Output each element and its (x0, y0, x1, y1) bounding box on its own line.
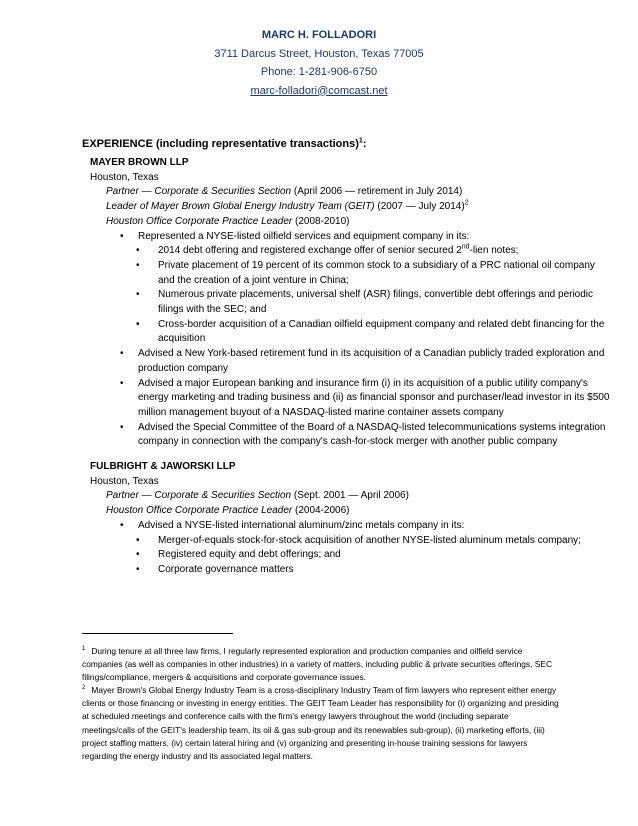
role-dates: (2004-2006) (292, 505, 350, 517)
role-title: Leader of Mayer Brown Global Energy Industry Team (GEIT) (106, 201, 375, 213)
item-text: Merger-of-equals stock-for-stock acquisition of another NYSE-listed aluminum metals company; (158, 534, 581, 546)
experience-body (90, 156, 610, 578)
item-text: Advised a major European banking and insurance firm (i) in its acquisition of a public utility company's energy marketing and trading business and (ii) as financial sponsor and purchaser/lead investor in its $500 million management buyout of a NASDAQ-listed marine container assets company (138, 377, 610, 418)
footnote-1 (82, 645, 562, 684)
ordinal-suffix: nd (461, 243, 470, 251)
bullet-icon: • (136, 549, 140, 561)
footnote-text: Mayer Brown's Global Energy Industry Team is a cross-disciplinary Industry Team of firm lawyers who represent either energy clients or those financing or investing in energy entities. The GEIT Team Leader has responsibility for (i) organizing and presiding at scheduled meetings and conference calls with the firm's energy lawyers throughout the world (including separate meetings/calls of the GEIT's leadership team, its oil & gas sub-group and its renewables sub-group), (ii) marketing efforts, (iii) project staffing matters, (iv) certain lateral hiring and (v) organizing and presenting in-house training sessions for lawyers regarding the energy industry and its associated legal matters. (82, 685, 559, 761)
item-text: -lien notes; (469, 245, 519, 257)
list-item (90, 421, 610, 450)
bullet-icon: • (136, 289, 140, 301)
role-title: Houston Office Corporate Practice Leader (106, 215, 293, 227)
bullet-icon: • (136, 245, 140, 257)
firm-name: FULBRIGHT & JAWORSKI LLP (90, 461, 236, 473)
footnotes (82, 645, 562, 763)
bullet-icon: • (136, 534, 140, 546)
footnote-ref-1: 1 (358, 137, 363, 145)
sub-list-item (90, 288, 610, 317)
bullet-icon: • (120, 519, 124, 531)
footnote-mark: 1 (82, 646, 86, 653)
list-item (90, 377, 610, 421)
footnote-2 (82, 684, 562, 763)
sub-list-item (90, 259, 610, 288)
role-dates: (2007 — July 2014) (374, 201, 465, 213)
footnote-divider (82, 633, 233, 634)
list-item (90, 230, 610, 245)
role-dates: (2008-2010) (292, 215, 350, 227)
contact-header (0, 26, 638, 100)
sub-list-item (90, 548, 610, 563)
experience-colon: : (362, 138, 367, 150)
role-line (90, 489, 610, 504)
address: 3711 Darcus Street, Houston, Texas 77005 (214, 47, 424, 60)
bullet-icon: • (120, 348, 124, 360)
item-text: Advised a NYSE-listed international aluminum/zinc metals company in its: (138, 519, 465, 531)
role-line (90, 504, 610, 519)
item-text: Cross-border acquisition of a Canadian oilfield equipment company and related debt financing for the acquisition (158, 318, 605, 345)
firm-name: MAYER BROWN LLP (90, 157, 189, 168)
role-title: Houston Office Corporate Practice Leader (106, 505, 293, 517)
transaction-list (90, 230, 610, 451)
bullet-icon: • (136, 563, 140, 575)
item-text: Represented a NYSE-listed oilfield services and equipment company in its: (138, 230, 470, 242)
sub-list-item (90, 244, 610, 259)
candidate-name: MARC H. FOLLADORI (261, 29, 377, 41)
experience-title: EXPERIENCE (including representative transactions) (82, 138, 359, 150)
bullet-icon: • (120, 230, 124, 242)
transaction-list (90, 519, 610, 578)
item-text: Corporate governance matters (158, 563, 294, 575)
role-dates: (April 2006 — retirement in July 2014) (291, 186, 463, 198)
item-text: Advised the Special Committee of the Board of a NASDAQ-listed telecommunications systems integration company in connection with the company's cash-for-stock merger with another public company (138, 421, 606, 448)
role-line (90, 185, 610, 200)
email-link[interactable]: marc-folladori@comcast.net (250, 84, 388, 97)
role-dates: (Sept. 2001 — April 2006) (291, 490, 409, 502)
list-item (90, 519, 610, 534)
role-title: Partner — Corporate & Securities Section (106, 490, 292, 502)
sub-list-item (90, 534, 610, 549)
bullet-icon: • (120, 377, 124, 389)
bullet-icon: • (136, 259, 140, 271)
item-text: Registered equity and debt offerings; and (158, 549, 341, 561)
firm-location: Houston, Texas (90, 171, 159, 183)
item-text: Numerous private placements, universal shelf (ASR) filings, convertible debt offerings and periodic filings with the SEC; and (158, 289, 594, 316)
phone: Phone: 1-281-906-6750 (260, 66, 378, 78)
role-line (90, 200, 610, 215)
footnote-mark: 2 (82, 685, 86, 692)
experience-heading (82, 138, 366, 150)
bullet-icon: • (136, 318, 140, 330)
role-line (90, 215, 610, 230)
list-item (90, 347, 610, 376)
item-text: Advised a New York-based retirement fund in its acquisition of a Canadian publicly traded exploration and production company (138, 348, 605, 374)
footnote-ref-2: 2 (464, 199, 469, 207)
item-text: Private placement of 19 percent of its common stock to a subsidiary of a PRC national oil company and the creation of a joint venture in China; (158, 259, 595, 286)
footnote-text: During tenure at all three law firms, I regularly represented exploration and production companies and oilfield service companies (as well as companies in other industries) in a variety of matters, including public & private securities offerings, SEC filings/compliance, mergers & acquisitions and corporate governance issues. (82, 646, 552, 683)
item-text: 2014 debt offering and registered exchange offer of senior secured 2 (158, 245, 462, 257)
role-title: Partner — Corporate & Securities Section (106, 186, 292, 198)
bullet-icon: • (120, 421, 124, 433)
sub-list-item (90, 563, 610, 578)
sub-list-item (90, 318, 610, 347)
spacer (90, 450, 610, 460)
firm-location: Houston, Texas (90, 475, 159, 487)
